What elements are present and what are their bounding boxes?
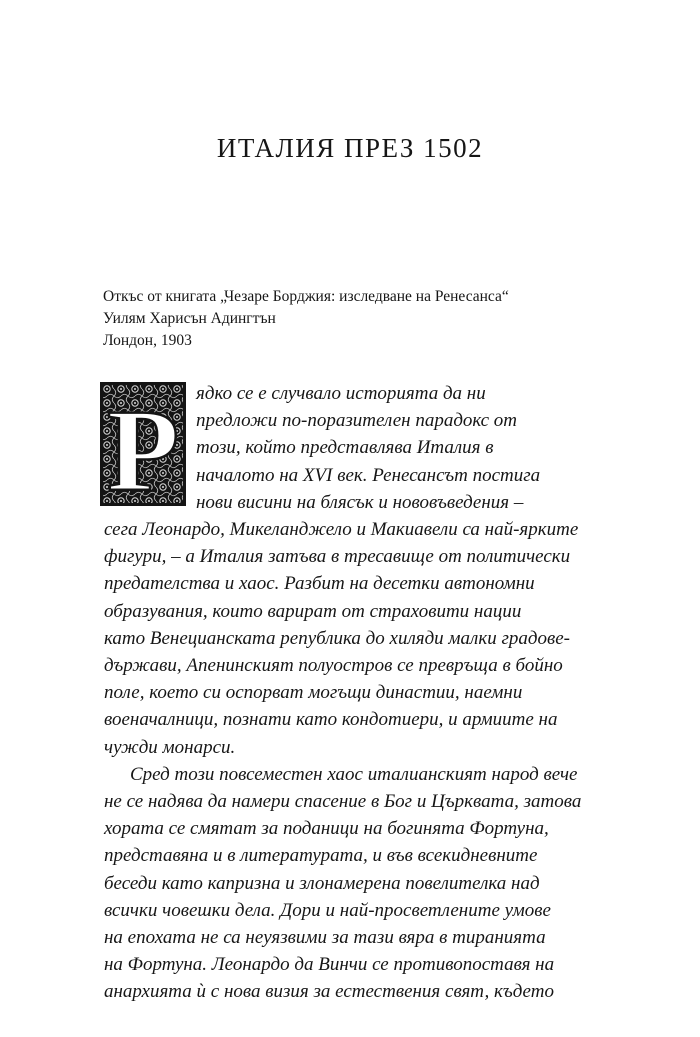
- text-line: Сред този повсеместен хаос италианският народ вече: [130, 763, 578, 785]
- text-line: представяна и в литературата, и във всекидневните: [104, 845, 538, 867]
- text-line: сега Леонардо, Микеланджело и Макиавели са най-ярките: [104, 519, 579, 541]
- text-line: фигури, – а Италия затъва в тресавище от политически: [104, 546, 571, 568]
- text-line: предложи по-поразителен парадокс от: [196, 410, 518, 432]
- text-line: чужди монарси.: [104, 736, 236, 758]
- chapter-title: ИТАЛИЯ ПРЕЗ 1502: [216, 133, 484, 163]
- text-line: държави, Апенинският полуостров се превръща в бойно: [104, 655, 563, 677]
- text-line: на епохата не са неуязвими за тази вяра в тиранията: [104, 927, 546, 949]
- paragraph-2: [104, 761, 604, 1006]
- text-line: началото на XVI век. Ренесансът постига: [196, 464, 541, 486]
- text-line: на Фортуна. Леонардо да Винчи се противопоставя на: [104, 954, 555, 976]
- text-line: всички човешки дела. Дори и най-просветлените умове: [104, 899, 551, 921]
- text-line: поле, което си оспорват могъщи династии, наемни: [104, 682, 523, 704]
- paragraph-1: [104, 380, 604, 761]
- text-line: анархията ѝ с нова визия за естествения свят, където: [104, 981, 554, 1003]
- text-line: нови висини на блясък и нововъведения –: [196, 491, 524, 513]
- text-line: хората се смятат за поданици на богинята Фортуна,: [104, 818, 549, 840]
- text-line: ядко се е случвало историята да ни: [196, 383, 486, 404]
- text-line: не се надява да намери спасение в Бог и Църквата, затова: [104, 791, 582, 813]
- source-author: Уилям Харисън Адингтън: [103, 310, 276, 327]
- source-book-title: Откъс от книгата „Чезаре Борджия: изследване на Ренесанса“: [103, 288, 509, 305]
- text-line: предателства и хаос. Разбит на десетки автономни: [104, 573, 535, 595]
- text-line: военачалници, познати като кондотиери, и армиите на: [104, 709, 558, 731]
- text-line: образувания, които варират от страховити нации: [104, 600, 522, 622]
- body-text: [104, 380, 604, 1006]
- source-place-year: Лондон, 1903: [103, 332, 192, 349]
- text-line: като Венецианската република до хиляди малки градове-: [104, 627, 571, 649]
- text-line: беседи като капризна и злонамерена повелителка над: [104, 872, 540, 894]
- svg-text:Р: Р: [106, 385, 180, 506]
- source-attribution: [103, 286, 623, 352]
- text-line: този, който представлява Италия в: [196, 437, 494, 459]
